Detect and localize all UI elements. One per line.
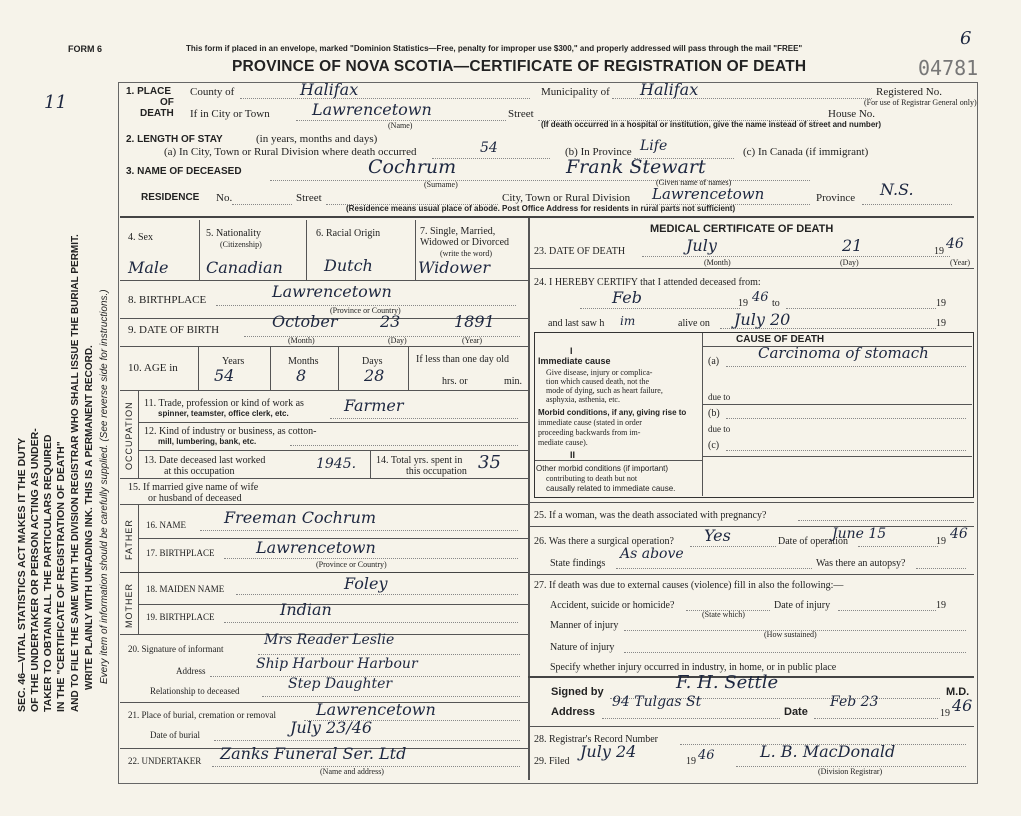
name-caption: (Name) xyxy=(388,121,413,130)
sign-date-label: Date xyxy=(784,706,808,718)
attended-from: Feb xyxy=(612,288,642,307)
residence-province-label: Province xyxy=(816,192,856,204)
form-number: FORM 6 xyxy=(68,44,103,54)
marital-value: Widower xyxy=(418,258,490,277)
physician-address-value: 94 Tulgas St xyxy=(612,694,702,710)
residence-province-value: N.S. xyxy=(880,180,914,199)
other-desc-2: causally related to immediate cause. xyxy=(546,484,676,493)
mother-maiden-value: Foley xyxy=(344,574,388,593)
nationality-value: Canadian xyxy=(206,258,283,277)
external-causes-label: 27. If death was due to external causes (violence) fill in also the following:— xyxy=(534,580,844,591)
side-line-7: Every item of information should be carefully supplied. (See reverse side for instructions.) xyxy=(99,289,110,684)
other-numeral: II xyxy=(570,450,576,460)
institution-note: (If death occurred in a hospital or institution, give the name instead of street and number) xyxy=(541,120,882,129)
surgery-value: Yes xyxy=(704,526,731,545)
stay-label: 2. LENGTH OF STAY xyxy=(126,134,223,145)
undertaker-label: 22. UNDERTAKER xyxy=(128,756,202,766)
burial-place-value: Lawrencetown xyxy=(316,700,436,719)
division-registrar-caption: (Division Registrar) xyxy=(818,767,883,776)
findings-value: As above xyxy=(620,546,684,562)
place-label-2: OF xyxy=(160,97,174,108)
stay-unit: (in years, months and days) xyxy=(256,133,378,145)
mother-birthplace-label: 19. BIRTHPLACE xyxy=(146,612,215,622)
nature-label: Nature of injury xyxy=(550,642,615,653)
other-desc-1: contributing to death but not xyxy=(546,474,638,483)
registered-label: Registered No. xyxy=(876,86,942,98)
immediate-desc-1: Give disease, injury or complica- xyxy=(546,368,653,377)
filed-year-prefix: 19 xyxy=(686,756,696,767)
side-line-2: OF THE UNDERTAKER OR PERSON ACTING AS UNDER- xyxy=(29,428,41,712)
side-line-6: WRITE PLAINLY WITH UNFADING INK. THIS IS A PERMANENT RECORD. xyxy=(84,345,95,690)
stay-a-value: 54 xyxy=(480,140,498,156)
alive-on-value: July 20 xyxy=(734,310,791,329)
op-year-prefix: 19 xyxy=(936,536,946,547)
dod-year-prefix: 19 xyxy=(934,246,944,257)
cause-c-label: (c) xyxy=(708,440,720,451)
burial-place-label: 21. Place of burial, cremation or removal xyxy=(128,710,276,720)
informant-address-value: Ship Harbour Harbour xyxy=(256,656,418,672)
spouse-label: 15. If married give name of wife xyxy=(128,482,259,493)
side-line-5: AND TO FILE THE SAME WITH THE DIVISION REGISTRAR WHO SHALL ISSUE THE BURIAL PERMIT. xyxy=(70,234,81,712)
father-name-label: 16. NAME xyxy=(146,520,186,530)
residence-street-label: Street xyxy=(296,192,322,204)
findings-label: State findings xyxy=(550,558,606,569)
days-label: Days xyxy=(362,356,383,367)
autopsy-label: Was there an autopsy? xyxy=(816,558,906,569)
how-caption: (How sustained) xyxy=(764,630,817,639)
due-to-1: due to xyxy=(708,392,731,402)
sign-date-value: Feb 23 xyxy=(830,694,879,710)
min-label: min. xyxy=(504,376,523,387)
informant-label: 20. Signature of informant xyxy=(128,644,224,654)
years-label: Years xyxy=(222,356,245,367)
less-than-day-label: If less than one day old xyxy=(416,354,510,365)
specify-label: Specify whether injury occurred in industry, in home, or in public place xyxy=(550,662,837,673)
spouse-sub: or husband of deceased xyxy=(148,493,242,504)
age-years-value: 54 xyxy=(214,366,235,385)
dod-year: 46 xyxy=(946,236,964,252)
morbid-title: Morbid conditions, if any, giving rise to xyxy=(538,408,687,417)
last-worked-sub: at this occupation xyxy=(164,466,235,477)
age-days-value: 28 xyxy=(364,366,385,385)
racial-label: 6. Racial Origin xyxy=(316,228,381,239)
signed-by-label: Signed by xyxy=(551,686,604,698)
sign-year-value: 46 xyxy=(952,696,973,715)
stay-a-label: (a) In City, Town or Rural Division where death occurred xyxy=(164,146,417,158)
dob-month: October xyxy=(272,312,338,331)
attended-label: 24. I HEREBY CERTIFY that I attended deceased from: xyxy=(534,277,761,288)
stay-b-label: (b) In Province xyxy=(565,146,632,158)
birthplace-label: 8. BIRTHPLACE xyxy=(128,294,207,306)
injury-year-prefix: 19 xyxy=(936,600,946,611)
dob-day-caption: (Day) xyxy=(388,336,407,345)
morbid-desc-3: mediate cause). xyxy=(538,438,588,447)
industry-label: 12. Kind of industry or business, as cotton- xyxy=(144,426,317,437)
physician-signature: F. H. Settle xyxy=(676,672,779,693)
marital-label: 7. Single, Married, Widowed or Divorced xyxy=(420,226,510,248)
informant-value: Mrs Reader Leslie xyxy=(264,632,395,648)
residence-label: RESIDENCE xyxy=(141,192,200,203)
birthplace-caption: (Province or Country) xyxy=(330,306,401,315)
due-to-2: due to xyxy=(708,424,731,434)
undertaker-value: Zanks Funeral Ser. Ltd xyxy=(220,744,407,763)
place-label-3: DEATH xyxy=(140,108,174,119)
given-name-value: Frank Stewart xyxy=(566,156,706,178)
filed-label: 29. Filed xyxy=(534,756,570,767)
marital-sub: (write the word) xyxy=(440,249,492,258)
surname-value: Cochrum xyxy=(368,156,457,178)
street-label: Street xyxy=(508,108,534,120)
alive-year-prefix: 19 xyxy=(936,318,946,329)
filed-value: July 24 xyxy=(580,742,637,761)
father-birthplace-value: Lawrencetown xyxy=(256,538,376,557)
dob-day: 23 xyxy=(380,312,401,331)
county-value: Halifax xyxy=(300,80,359,99)
racial-value: Dutch xyxy=(324,256,373,275)
dob-month-caption: (Month) xyxy=(288,336,315,345)
dod-month-caption: (Month) xyxy=(704,258,731,267)
mother-birthplace-value: Indian xyxy=(280,600,332,619)
industry-sub: mill, lumbering, bank, etc. xyxy=(158,437,257,446)
burial-date-value: July 23/46 xyxy=(290,718,373,737)
dod-month: July xyxy=(686,236,717,255)
nationality-label: 5. Nationality xyxy=(206,228,261,239)
filed-year-value: 46 xyxy=(698,748,715,763)
trade-label: 11. Trade, profession or kind of work as xyxy=(144,398,304,409)
attended-to-label: to xyxy=(772,298,780,309)
sex-label: 4. Sex xyxy=(128,232,153,243)
corner-mark-right: 6 xyxy=(960,28,972,49)
place-label: 1. PLACE xyxy=(126,86,172,97)
op-date-label: Date of operation xyxy=(778,536,848,547)
mail-notice: This form if placed in an envelope, marked "Dominion Statistics—Free, penalty for improper use $300," and properly addressed will pass through the mail "FREE" xyxy=(186,44,803,53)
cause-b-label: (b) xyxy=(708,408,720,419)
immediate-desc-4: asphyxia, asthenia, etc. xyxy=(546,395,620,404)
dod-year-caption: (Year) xyxy=(950,258,971,267)
trade-sub: spinner, teamster, office clerk, etc. xyxy=(158,409,289,418)
municipality-label: Municipality of xyxy=(541,86,610,98)
cause-a-label: (a) xyxy=(708,356,720,367)
dob-year: 1891 xyxy=(454,312,495,331)
dob-year-caption: (Year) xyxy=(462,336,483,345)
sign-year-prefix: 19 xyxy=(940,708,950,719)
surgery-label: 26. Was there a surgical operation? xyxy=(534,536,674,547)
last-worked-value: 1945. xyxy=(316,456,357,472)
dod-day-caption: (Day) xyxy=(840,258,859,267)
relationship-label: Relationship to deceased xyxy=(150,686,240,696)
municipality-value: Halifax xyxy=(640,80,699,99)
date-of-death-label: 23. DATE OF DEATH xyxy=(534,246,626,257)
page-title: PROVINCE OF NOVA SCOTIA—CERTIFICATE OF REGISTRATION OF DEATH xyxy=(232,58,807,75)
dob-label: 9. DATE OF BIRTH xyxy=(128,324,220,336)
immediate-numeral: I xyxy=(570,346,573,356)
father-birthplace-label: 17. BIRTHPLACE xyxy=(146,548,215,558)
age-months-value: 8 xyxy=(296,366,307,385)
hrs-label: hrs. or xyxy=(442,376,468,387)
op-date-value: June 15 xyxy=(832,526,887,542)
city-value: Lawrencetown xyxy=(312,100,432,119)
registrar-signature: L. B. MacDonald xyxy=(760,742,896,761)
county-label: County of xyxy=(190,86,235,98)
state-which-caption: (State which) xyxy=(702,610,745,619)
cause-heading: CAUSE OF DEATH xyxy=(736,334,825,345)
morbid-desc-2: proceeding backwards from im- xyxy=(538,428,641,437)
months-label: Months xyxy=(288,356,319,367)
nationality-sub: (Citizenship) xyxy=(220,240,262,249)
given-caption: (Given name of names) xyxy=(656,178,732,187)
stay-b-value: Life xyxy=(640,138,668,154)
birthplace-value: Lawrencetown xyxy=(272,282,392,301)
side-line-1: SEC. 46—VITAL STATISTICS ACT MAKES IT THE DUTY xyxy=(16,437,28,712)
pregnancy-label: 25. If a woman, was the death associated with pregnancy? xyxy=(534,510,767,521)
stay-c-label: (c) In Canada (if immigrant) xyxy=(743,146,869,158)
immediate-title: Immediate cause xyxy=(538,356,611,366)
trade-value: Farmer xyxy=(344,396,404,415)
residence-city-value: Lawrencetown xyxy=(652,185,765,203)
attended-from-year: 46 xyxy=(752,290,769,305)
mother-maiden-label: 18. MAIDEN NAME xyxy=(146,584,225,594)
cause-a-value: Carcinoma of stomach xyxy=(758,344,929,362)
manner-label: Manner of injury xyxy=(550,620,619,631)
father-name-value: Freeman Cochrum xyxy=(224,508,377,527)
corner-mark-left: 11 xyxy=(44,92,67,113)
sex-value: Male xyxy=(128,258,169,277)
age-label: 10. AGE in xyxy=(128,362,178,374)
last-saw-value: im xyxy=(620,314,636,328)
burial-date-label: Date of burial xyxy=(150,730,200,740)
serial-number: 04781 xyxy=(918,56,979,80)
medical-heading: MEDICAL CERTIFICATE OF DEATH xyxy=(650,223,834,235)
city-label: If in City or Town xyxy=(190,108,270,120)
attended-year-prefix: 19 xyxy=(738,298,748,309)
surname-caption: (Surname) xyxy=(424,180,458,189)
attended-to-year-prefix: 19 xyxy=(936,298,946,309)
registrar-note: (For use of Registrar General only) xyxy=(864,98,977,107)
alive-on-label: alive on xyxy=(678,318,710,329)
dod-day: 21 xyxy=(842,236,863,255)
physician-address-label: Address xyxy=(551,706,596,718)
side-line-4: IN THE "CERTIFICATE OF REGISTRATION OF DEATH" xyxy=(55,441,67,712)
total-yrs-value: 35 xyxy=(478,452,501,473)
immediate-desc-3: mode of dying, such as heart failure, xyxy=(546,386,663,395)
undertaker-caption: (Name and address) xyxy=(320,767,384,776)
residence-no-label: No. xyxy=(216,192,233,204)
total-yrs-label: 14. Total yrs. spent in xyxy=(376,455,463,466)
morbid-desc-1: immediate cause (stated in order xyxy=(538,418,642,427)
residence-city-label: City, Town or Rural Division xyxy=(502,192,631,204)
deceased-label: 3. NAME OF DECEASED xyxy=(126,166,242,177)
accident-label: Accident, suicide or homicide? xyxy=(550,600,675,611)
registrar-number-label: 28. Registrar's Record Number xyxy=(534,734,658,745)
residence-note: (Residence means usual place of abode. Post Office Address for residents in rural parts not sufficient) xyxy=(346,204,736,213)
last-saw-label: and last saw h xyxy=(548,318,605,329)
informant-address-label: Address xyxy=(176,666,206,676)
mother-side-label: MOTHER xyxy=(124,583,134,628)
father-side-label: FATHER xyxy=(124,519,134,560)
other-title: Other morbid conditions (if important) xyxy=(536,464,669,473)
father-birthplace-caption: (Province or Country) xyxy=(316,560,387,569)
last-worked-label: 13. Date deceased last worked xyxy=(144,455,266,466)
house-label: House No. xyxy=(828,108,876,120)
op-year-value: 46 xyxy=(950,526,968,542)
occupation-side-label: OCCUPATION xyxy=(124,401,134,470)
immediate-desc-2: tion which caused death, not the xyxy=(546,377,650,386)
md-label: M.D. xyxy=(946,686,970,698)
date-injury-label: Date of injury xyxy=(774,600,831,611)
total-yrs-sub: this occupation xyxy=(406,466,467,477)
relationship-value: Step Daughter xyxy=(288,676,393,692)
side-line-3: TAKER TO OBTAIN ALL THE PARTICULARS REQUIRED xyxy=(42,434,54,712)
